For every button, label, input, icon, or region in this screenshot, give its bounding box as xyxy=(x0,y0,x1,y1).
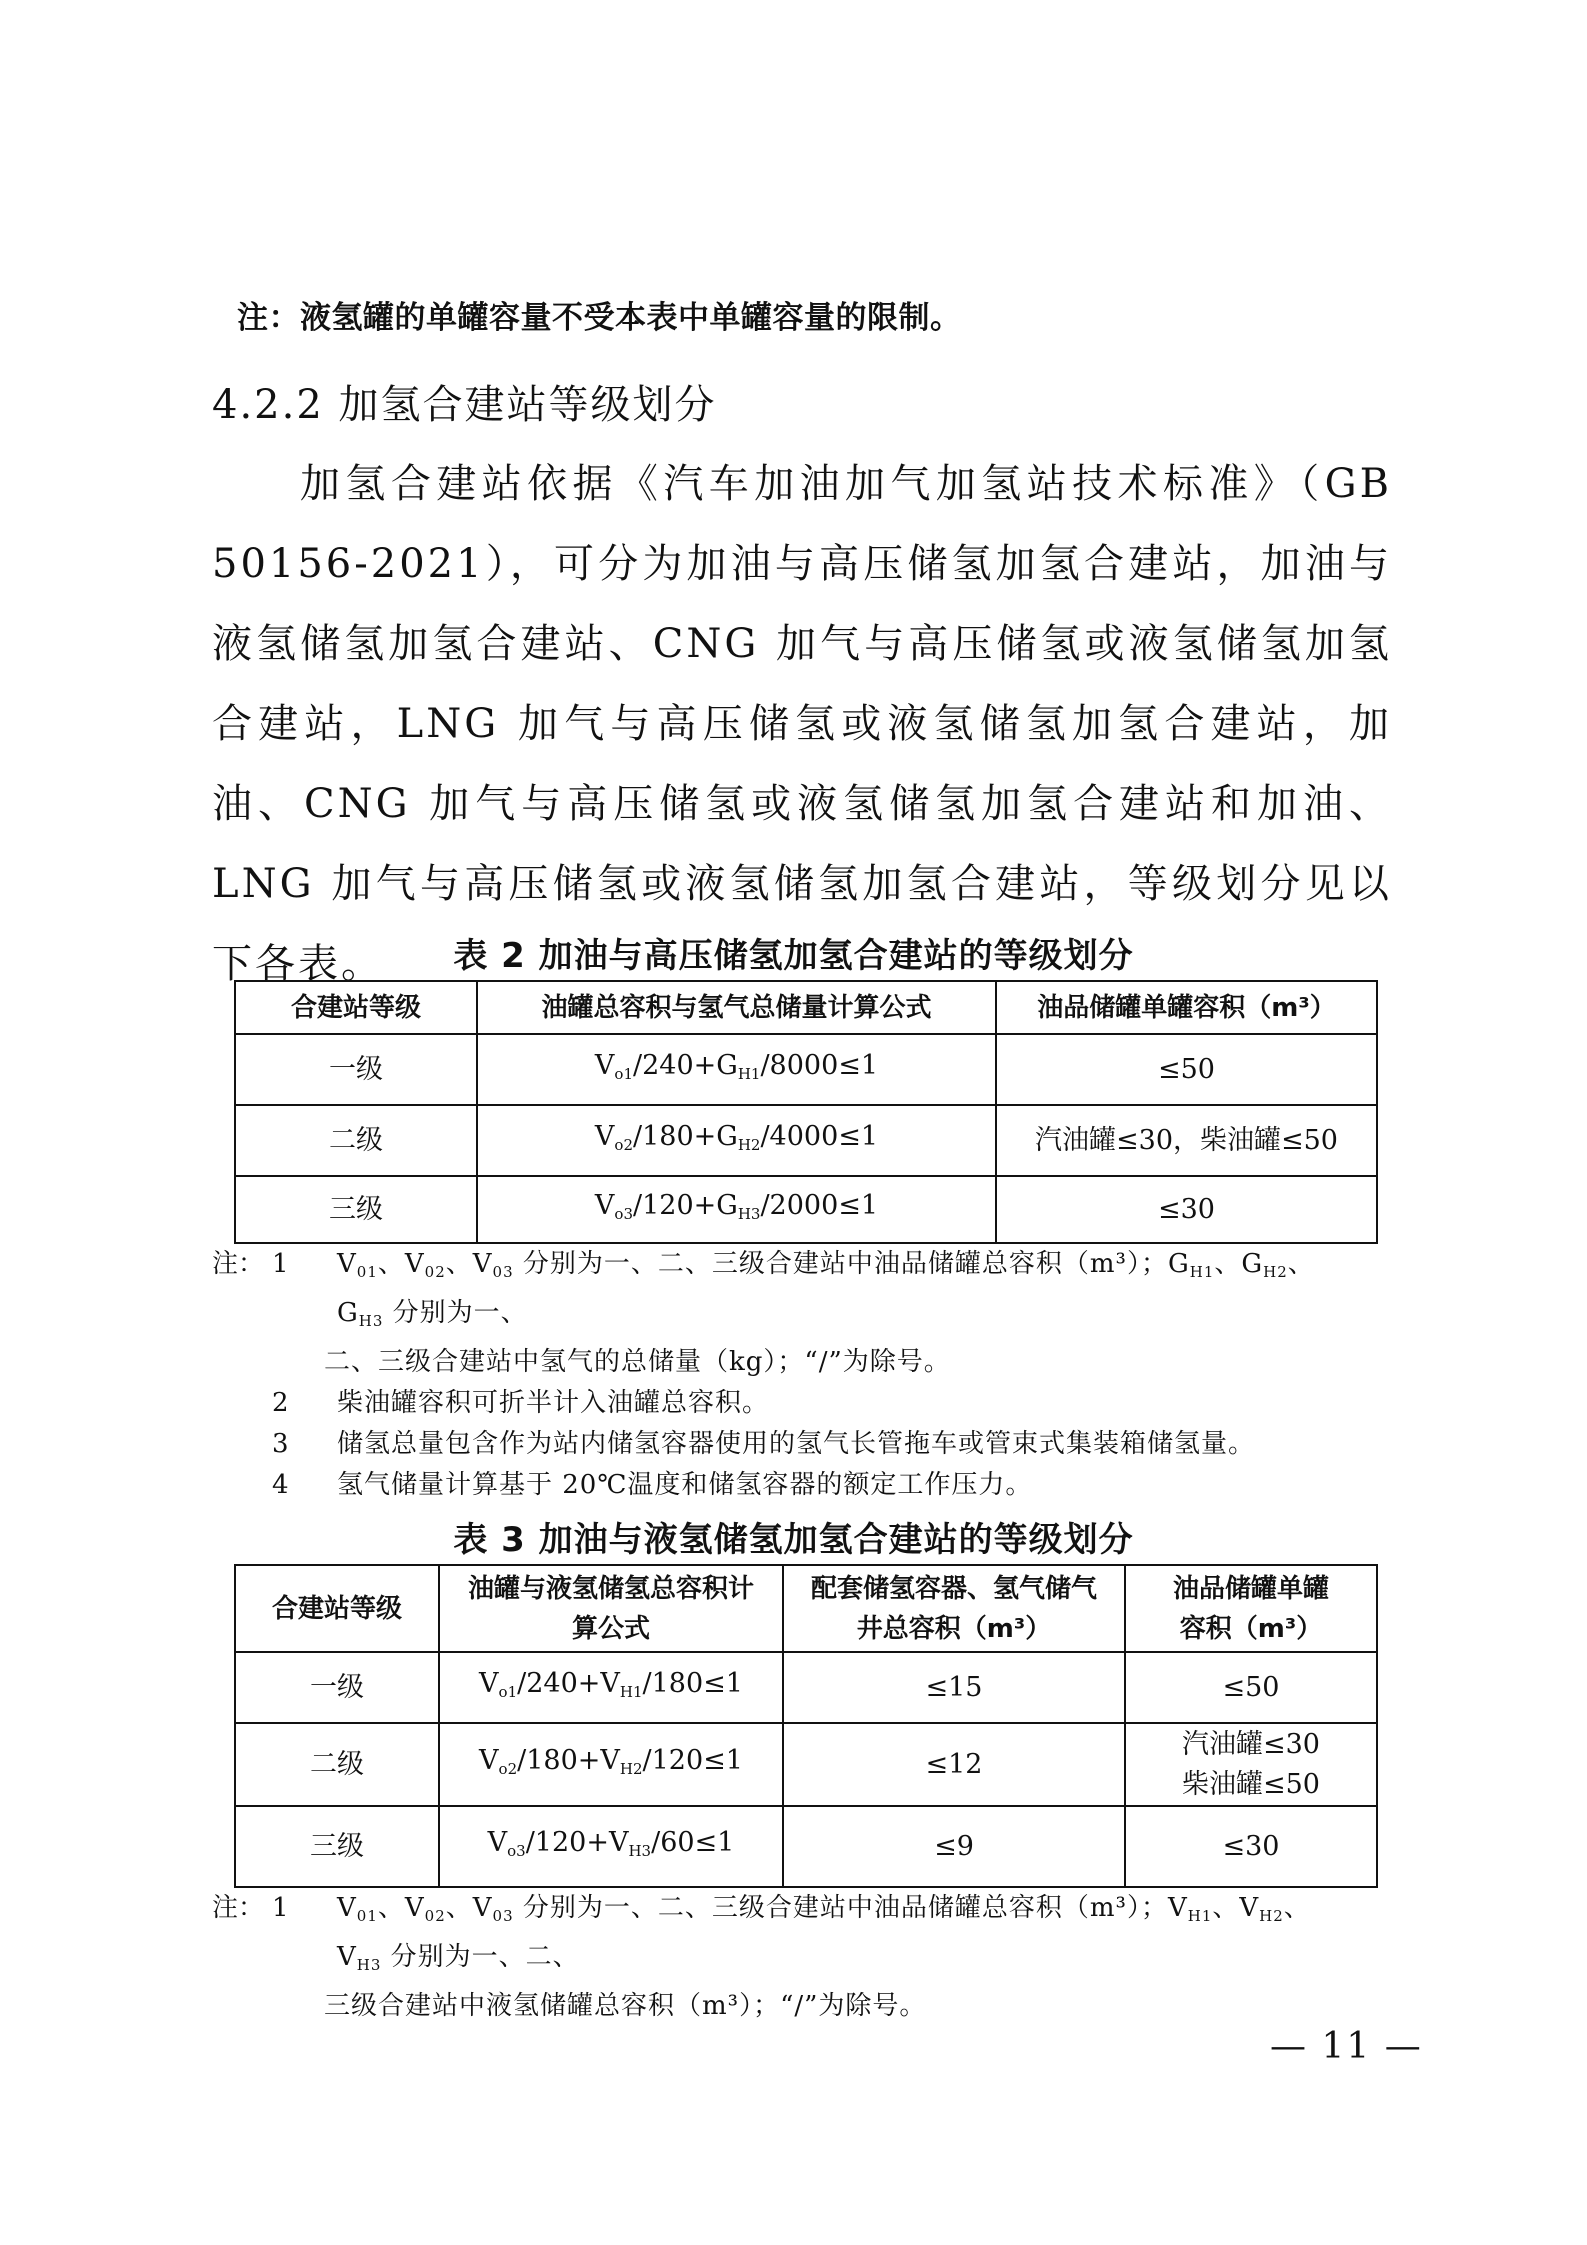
note-item: 3 储氢总量包含作为站内储氢容器使用的氢气长管拖车或管束式集装箱储氢量。 xyxy=(272,1429,1256,1459)
formula-cell: $V_{o3}/120+V_{H3}/60\le 1$ xyxy=(439,1806,783,1887)
table-row xyxy=(235,1723,1377,1806)
note-item: 注： 1 $V_{01}$、$V_{02}$、$V_{03}$ 分别为一、二、三级合建站中油品储罐总容积（m³）；$V_{H1}$、$V_{H2}$、$V_{H3}$ 分别为一、二、 xyxy=(212,1893,1311,1974)
table3-header-row xyxy=(235,1565,1377,1652)
table-row xyxy=(235,1034,1377,1105)
top-note: 注：液氢罐的单罐容量不受本表中单罐容量的限制。 xyxy=(237,300,962,336)
body-paragraph: 加氢合建站依据《汽车加油加气加氢站技术标准》（GB 50156-2021），可分为加油与高压储氢加氢合建站，加油与液氢储氢加氢合建站、CNG 加气与高压储氢或液氢储氢加氢合建站，LNG 加气与高压储氢或液氢储氢加氢合建站，加油、CNG 加气与高压储氢或液氢储氢加氢合建站和加油、LNG 加气与高压储氢或液氢储氢加氢合建站，等级划分见以下各表。 xyxy=(212,461,1392,987)
table3-title: 表 3 加油与液氢储氢加氢合建站的等级划分 xyxy=(453,1520,1134,1560)
table2-header-row xyxy=(235,981,1377,1034)
table2 xyxy=(234,980,1378,1244)
table3 xyxy=(234,1564,1378,1888)
table3-header-cell: 油罐与液氢储氢总容积计 算公式 xyxy=(439,1565,783,1652)
section-heading: 4.2.2 加氢合建站等级划分 xyxy=(212,382,717,428)
table3-header-cell: 配套储氢容器、氢气储气 井总容积（m³） xyxy=(783,1565,1125,1652)
note-continuation: 三级合建站中液氢储罐总容积（m³）；“/”为除号。 xyxy=(324,1991,927,2021)
grade-cell: 一级 xyxy=(235,1652,439,1723)
table2-title: 表 2 加油与高压储氢加氢合建站的等级划分 xyxy=(453,936,1134,976)
formula-cell: $V_{o2}/180+G_{H2}/4000\le 1$ xyxy=(477,1105,996,1176)
grade-cell: 一级 xyxy=(235,1034,477,1105)
table3-header-cell: 合建站等级 xyxy=(235,1565,439,1652)
table3-notes xyxy=(212,1888,1337,2027)
grade-cell: 三级 xyxy=(235,1176,477,1243)
h2-volume-cell: ≤15 xyxy=(783,1652,1125,1723)
table-row xyxy=(235,1652,1377,1723)
table2-header-cell: 油罐总容积与氢气总储量计算公式 xyxy=(477,981,996,1034)
capacity-cell: ≤50 xyxy=(996,1034,1377,1105)
table2-header-cell: 油品储罐单罐容积（m³） xyxy=(996,981,1377,1034)
note-item: 4 氢气储量计算基于 20℃温度和储氢容器的额定工作压力。 xyxy=(272,1470,1033,1500)
table2-header-cell: 合建站等级 xyxy=(235,981,477,1034)
table-row xyxy=(235,1176,1377,1243)
formula-cell: $V_{o2}/180+V_{H2}/120\le 1$ xyxy=(439,1723,783,1806)
capacity-cell: ≤30 xyxy=(1125,1806,1377,1887)
note-continuation: 二、三级合建站中氢气的总储量（kg）；“/”为除号。 xyxy=(324,1347,951,1377)
h2-volume-cell: ≤9 xyxy=(783,1806,1125,1887)
h2-volume-cell: ≤12 xyxy=(783,1723,1125,1806)
table-row xyxy=(235,1806,1377,1887)
note-item: 注： 1 $V_{01}$、$V_{02}$、$V_{03}$ 分别为一、二、三级合建站中油品储罐总容积（m³）；$G_{H1}$、$G_{H2}$、$G_{H3}$ 分别为一、 xyxy=(212,1249,1315,1330)
grade-cell: 二级 xyxy=(235,1105,477,1176)
capacity-cell: ≤30 xyxy=(996,1176,1377,1243)
grade-cell: 三级 xyxy=(235,1806,439,1887)
note-item: 2 柴油罐容积可折半计入油罐总容积。 xyxy=(272,1388,770,1418)
grade-cell: 二级 xyxy=(235,1723,439,1806)
formula-cell: $V_{o3}/120+G_{H3}/2000\le 1$ xyxy=(477,1176,996,1243)
capacity-cell: 汽油罐≤30，柴油罐≤50 xyxy=(996,1105,1377,1176)
table-row xyxy=(235,1105,1377,1176)
capacity-cell: 汽油罐≤30 柴油罐≤50 xyxy=(1125,1723,1377,1806)
formula-cell: $V_{o1}/240+G_{H1}/8000\le 1$ xyxy=(477,1034,996,1105)
page-number: — 11 — xyxy=(1270,2026,1423,2067)
capacity-cell: ≤50 xyxy=(1125,1652,1377,1723)
table3-header-cell: 油品储罐单罐 容积（m³） xyxy=(1125,1565,1377,1652)
formula-cell: $V_{o1}/240+V_{H1}/180\le 1$ xyxy=(439,1652,783,1723)
table2-notes xyxy=(212,1244,1337,1506)
